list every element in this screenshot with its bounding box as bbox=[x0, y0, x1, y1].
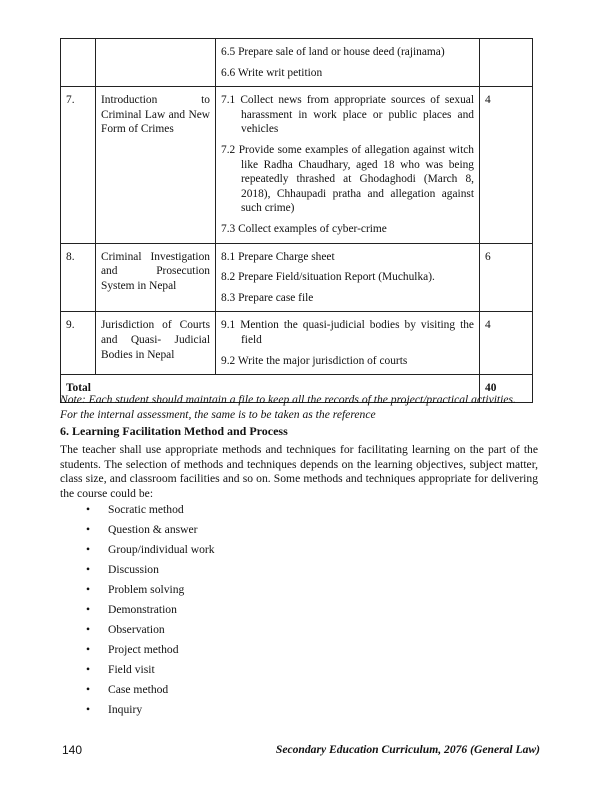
list-item bbox=[60, 620, 538, 640]
activity-cell bbox=[216, 39, 480, 87]
method-label: Field visit bbox=[108, 663, 155, 676]
list-item bbox=[60, 560, 538, 580]
activity-item: 7.3 Collect examples of cyber-crime bbox=[221, 222, 387, 235]
method-label: Observation bbox=[108, 623, 165, 636]
bullet-icon: • bbox=[86, 603, 91, 616]
bullet-icon: • bbox=[86, 503, 91, 516]
unit-hours bbox=[480, 39, 533, 87]
method-label: Group/individual work bbox=[108, 543, 215, 556]
activity-item: 9.1 Mention the quasi-judicial bodies by visiting the field bbox=[221, 319, 474, 346]
method-label: Case method bbox=[108, 683, 169, 696]
unit-topic: Criminal Investigation and Prosecution System in Nepal bbox=[96, 243, 216, 312]
activity-item: 8.3 Prepare case file bbox=[221, 291, 314, 304]
method-label: Project method bbox=[108, 643, 179, 656]
activity-cell bbox=[216, 312, 480, 375]
unit-hours: 6 bbox=[480, 243, 533, 312]
activity-item: 8.2 Prepare Field/situation Report (Muchulka). bbox=[221, 271, 435, 284]
bullet-icon: • bbox=[86, 623, 91, 636]
footer-title: Secondary Education Curriculum, 2076 (General Law) bbox=[275, 743, 540, 756]
note-line: Note: Each student should maintain a file to keep all the records of the project/practical activities. bbox=[60, 393, 516, 406]
table-row bbox=[61, 312, 533, 375]
list-item bbox=[60, 700, 538, 720]
list-item bbox=[60, 520, 538, 540]
unit-number: 7. bbox=[61, 87, 96, 243]
methods-list bbox=[60, 500, 538, 720]
bullet-icon: • bbox=[86, 683, 91, 696]
activity-item: 7.2 Provide some examples of allegation against witch like Radha Chaudhary, aged 18 who was being repeatedly thrashed at Ghodaghodi (March 8, 2018), Chhaupadi pratha and allegation against such crime) bbox=[221, 143, 474, 215]
method-label: Inquiry bbox=[108, 703, 143, 716]
unit-topic: Introduction to Criminal Law and New Form of Crimes bbox=[96, 87, 216, 243]
table-row bbox=[61, 39, 533, 87]
bullet-icon: • bbox=[86, 583, 91, 596]
total-label: Total bbox=[61, 375, 480, 403]
bullet-icon: • bbox=[86, 643, 91, 656]
list-item bbox=[60, 640, 538, 660]
activity-cell bbox=[216, 87, 480, 243]
unit-hours: 4 bbox=[480, 87, 533, 243]
section-paragraph: The teacher shall use appropriate methods and techniques for facilitating learning on the part of the students. The selection of methods and techniques depends on the learning objectives, subject matter, class size, and classroom facilities and so on. Some methods and techniques appropriate for delivering the course could be: bbox=[60, 443, 538, 500]
list-item bbox=[60, 600, 538, 620]
list-item bbox=[60, 540, 538, 560]
unit-hours: 4 bbox=[480, 312, 533, 375]
table-row bbox=[61, 243, 533, 312]
activities-table bbox=[60, 38, 533, 403]
unit-number bbox=[61, 39, 96, 87]
activity-item: 8.1 Prepare Charge sheet bbox=[221, 250, 335, 263]
activity-item: 9.2 Write the major jurisdiction of courts bbox=[221, 354, 408, 367]
note bbox=[60, 393, 538, 422]
list-item bbox=[60, 660, 538, 680]
list-item bbox=[60, 580, 538, 600]
list-item bbox=[60, 500, 538, 520]
activity-item: 6.6 Write writ petition bbox=[221, 66, 323, 79]
bullet-icon: • bbox=[86, 563, 91, 576]
list-item bbox=[60, 680, 538, 700]
note-line: For the internal assessment, the same is to be taken as the reference bbox=[60, 407, 376, 421]
bullet-icon: • bbox=[86, 703, 91, 716]
activity-cell bbox=[216, 243, 480, 312]
unit-topic: Jurisdiction of Courts and Quasi- Judicial Bodies in Nepal bbox=[96, 312, 216, 375]
method-label: Problem solving bbox=[108, 583, 185, 596]
unit-topic bbox=[96, 39, 216, 87]
unit-number: 9. bbox=[61, 312, 96, 375]
total-value: 40 bbox=[480, 375, 533, 403]
bullet-icon: • bbox=[86, 663, 91, 676]
section-heading: 6. Learning Facilitation Method and Process bbox=[60, 424, 288, 438]
method-label: Demonstration bbox=[108, 603, 177, 616]
activity-item: 6.5 Prepare sale of land or house deed (rajinama) bbox=[221, 46, 445, 58]
page-number: 140 bbox=[62, 743, 83, 757]
method-label: Socratic method bbox=[108, 503, 184, 516]
table-row bbox=[61, 87, 533, 243]
activity-item: 7.1 Collect news from appropriate sources of sexual harassment in work place or public places and vehicles bbox=[221, 94, 474, 136]
bullet-icon: • bbox=[86, 543, 91, 556]
unit-number: 8. bbox=[61, 243, 96, 312]
method-label: Question & answer bbox=[108, 523, 198, 536]
bullet-icon: • bbox=[86, 523, 91, 536]
method-label: Discussion bbox=[108, 563, 159, 576]
